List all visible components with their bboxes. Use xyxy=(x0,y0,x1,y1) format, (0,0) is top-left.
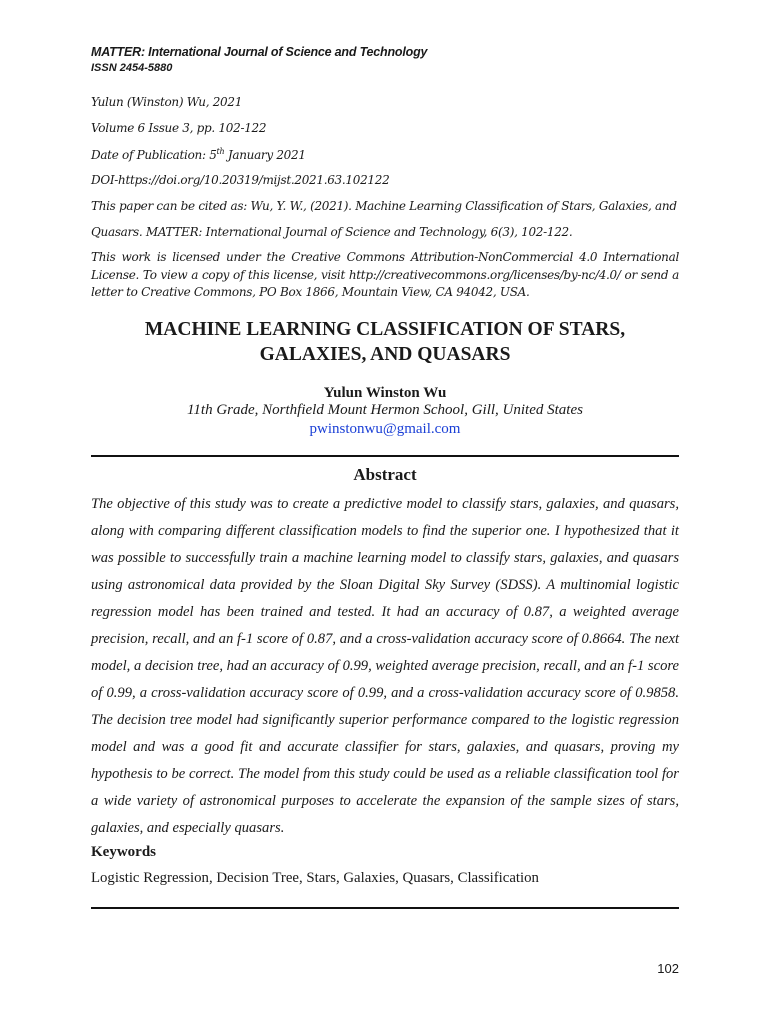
keywords-list: Logistic Regression, Decision Tree, Stars, Galaxies, Quasars, Classification xyxy=(91,870,539,886)
divider-bottom xyxy=(91,907,679,909)
publication-date-suffix: January 2021 xyxy=(224,148,306,162)
page-number: 102 xyxy=(657,961,679,976)
doi-link[interactable]: DOI-https://doi.org/10.20319/mijst.2021.63.102122 xyxy=(91,173,390,187)
paper-title xyxy=(91,317,679,367)
publication-date xyxy=(91,147,306,162)
issn: ISSN 2454-5880 xyxy=(91,62,173,74)
divider-top xyxy=(91,455,679,457)
author-email xyxy=(91,421,679,438)
publication-date-ordinal: th xyxy=(216,147,225,156)
paper-title-line-2: GALAXIES, AND QUASARS xyxy=(259,344,511,365)
abstract-body: The objective of this study was to create a predictive model to classify stars, galaxies, and quasars, along with comparing different classification models to find the superior one. I hypothesized that it was possible to successfully train a machine learning model to classify stars, galaxies, and quasars using astronomical data provided by the Sloan Digital Sky Survey (SDSS). A multinomial logistic regression model has been trained and tested. It had an accuracy of 0.87, a weighted average precision, recall, and an f-1 score of 0.87, and a cross-validation accuracy score of 0.8664. The next model, a decision tree, had an accuracy of 0.99, weighted average precision, recall, and an f-1 score of 0.99, a cross-validation accuracy score of 0.99, and a cross-validation accuracy score of 0.9858. The decision tree model had significantly superior performance compared to the logistic regression model and was a good fit and accurate classifier for stars, galaxies, and quasars, proving my hypothesis to be correct. The model from this study could be used as a reliable classification tool for a wide variety of astronomical purposes to accelerate the expansion of the sample sizes of stars, galaxies, and especially quasars. xyxy=(91,496,679,836)
journal-name: MATTER: International Journal of Science and Technology xyxy=(91,45,428,59)
publication-date-prefix: Date of Publication: 5 xyxy=(91,148,217,162)
license-notice: This work is licensed under the Creative Commons Attribution-NonCommercial 4.0 International License. To view a copy of this license, visit http://creativecommons.org/licenses/by-nc/4.0/ or send a letter to Creative Commons, PO Box 1866, Mountain View, CA 94042, USA. xyxy=(91,250,679,299)
keywords-heading: Keywords xyxy=(91,844,156,860)
paper-title-line-1: MACHINE LEARNING CLASSIFICATION OF STARS, xyxy=(144,319,626,340)
author-year: Yulun (Winston) Wu, 2021 xyxy=(91,95,243,109)
citation-line-1: This paper can be cited as: Wu, Y. W., (2021). Machine Learning Classification of Stars, Galaxies, and xyxy=(91,199,677,213)
abstract-heading: Abstract xyxy=(353,465,417,484)
author-affiliation: 11th Grade, Northfield Mount Hermon School, Gill, United States xyxy=(187,402,583,418)
volume-issue: Volume 6 Issue 3, pp. 102-122 xyxy=(91,121,267,135)
citation-line-2: Quasars. MATTER: International Journal of Science and Technology, 6(3), 102-122. xyxy=(91,225,573,239)
author-name: Yulun Winston Wu xyxy=(323,385,447,401)
author-email-link[interactable]: pwinstonwu@gmail.com xyxy=(309,421,461,437)
